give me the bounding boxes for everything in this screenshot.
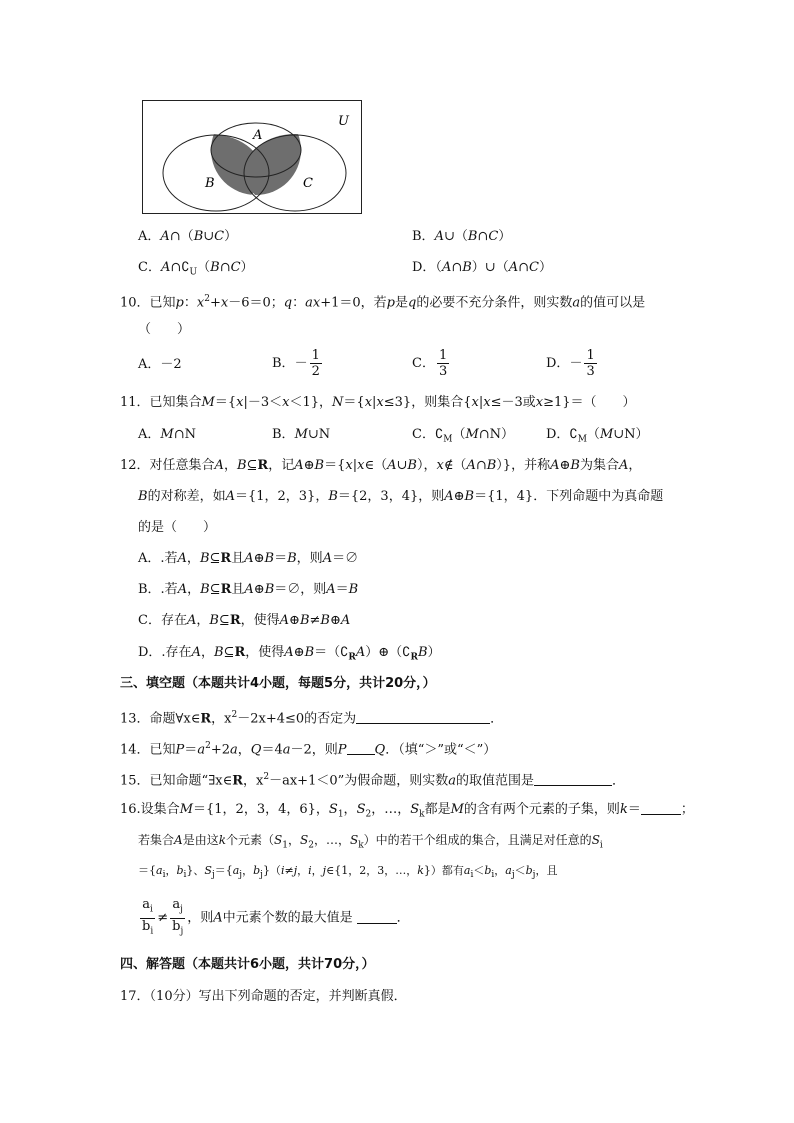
- q11-option-a: A．M∩N: [138, 427, 196, 442]
- q12-stem-line3: 的是（ ）: [138, 520, 217, 535]
- q12-option-c: C．存在A，B⊆R，使得A⊕B≠B⊕A: [138, 613, 351, 628]
- label-a: A: [253, 128, 263, 143]
- answer-blank[interactable]: [356, 709, 490, 724]
- q10-option-d: D．－ $\frac{1}{3}$: [546, 348, 595, 379]
- answer-blank[interactable]: [357, 909, 397, 924]
- answer-blank[interactable]: [347, 740, 375, 755]
- q14-stem: 14．已知$P=a^2+2a$，Q＝4a－2，则P Q．（填“＞”或“＜”）: [120, 741, 497, 758]
- section-4-title: 四、解答题（本题共计6小题，共计70分，）: [120, 957, 375, 972]
- answer-blank[interactable]: [641, 800, 681, 815]
- q11-option-d: D．$∁_M(M\cup N)$: [546, 427, 649, 445]
- q10-stem: 10．已知p：$x^2+x-6=0$；q：ax+1＝0，若p是q的必要不充分条件，则实数a的值可以是: [120, 294, 646, 311]
- section-3-title: 三、填空题（本题共计4小题，每题5分，共计20分，）: [120, 676, 436, 691]
- q12-option-a: A．.若A，B⊆R且A⊕B＝B，则A＝∅: [138, 551, 359, 566]
- label-c: C: [303, 176, 313, 191]
- q12-stem-line2: B的对称差，如A＝{1，2，3}，B＝{2，3，4}，则A⊕B＝{1，4}．下列命题中为真命题: [138, 489, 664, 504]
- venn-diagram: [142, 100, 362, 214]
- fraction: $\frac{a_i}{b_i}$: [142, 897, 154, 937]
- q16-stem-line1: 16.设集合M＝{1，2，3，4，6}，$S_1$，$S_2$，…，$S_k$都是M的含有两个元素的子集，则k＝ ；: [120, 802, 694, 820]
- label-b: B: [205, 176, 215, 191]
- q11-option-b: B．M∪N: [272, 427, 331, 442]
- q10-option-a: A．－2: [138, 357, 182, 372]
- q9-option-c: C．$A\cap∁_U(B\cap C)$: [138, 260, 254, 278]
- q16-stem-line3: $=\{a_i$，$b_i$}、$S_j=\{a_j$，$b_j\}(i\ne j$，i，j∈{1，2，3，…，k}）都有$a_i<b_i$，$a_j<b_j$，且: [138, 864, 558, 881]
- answer-blank[interactable]: [534, 771, 612, 786]
- venn-svg: [143, 101, 363, 215]
- q17-stem: 17．（10分）写出下列命题的否定，并判断真假．: [120, 989, 407, 1004]
- q12-option-b: B．.若A，B⊆R且A⊕B＝∅，则A＝B: [138, 582, 359, 597]
- fraction: $\frac{1}{2}$: [311, 348, 320, 379]
- q9-option-d: D．（A∩B）∪（A∩C）: [412, 260, 552, 275]
- fraction: $\frac{1}{3}$: [586, 348, 595, 379]
- q11-option-c: C．$∁_M(M\cap N)$: [412, 427, 515, 445]
- q16-stem-line2: 若集合A是由这k个元素（$S_1$，$S_2$，…，$S_k$）中的若干个组成的集合，且满足对任意的$S_i$: [138, 833, 603, 851]
- q12-stem-line1: 12．对任意集合A，B⊆R，记A⊕B＝{x|x∈（A∪B），x∉（A∩B）}，并称A⊕B为集合A，: [120, 458, 642, 473]
- q9-option-a: A．A∩（B∪C）: [138, 229, 238, 244]
- q13-stem: 13．命题∀x∈R，$x^2-2x+4\le 0$的否定为 ．: [120, 710, 504, 727]
- q10-option-c: C． $\frac{1}{3}$: [412, 348, 448, 379]
- fraction: $\frac{a_j}{b_j}$: [172, 897, 184, 937]
- fraction: $\frac{1}{3}$: [438, 348, 448, 379]
- q11-stem: 11．已知集合M＝{x|－3＜x＜1}，N＝{x|x≤3}，则集合{x|x≤－3或x≥1}＝（ ）: [120, 395, 636, 410]
- q9-option-b: B．A∪（B∩C）: [412, 229, 512, 244]
- label-u: U: [338, 114, 349, 129]
- q15-stem: 15．已知命题“∃x∈R，$x^2-ax+1<0$”为假命题，则实数a的取值范围是 ．: [120, 772, 626, 789]
- q16-stem-line4: $\frac{a_i}{b_i}$ ≠ $\frac{a_j}{b_j}$ ，则A中元素个数的最大值是 ．: [138, 897, 410, 939]
- q10-option-b: B．－ $\frac{1}{2}$: [272, 348, 320, 379]
- q12-option-d: D．.存在A，B⊆R，使得$A\oplus B=(∁_RA)\oplus(∁_RB)$: [138, 645, 441, 663]
- q10-paren: （ ）: [138, 322, 191, 337]
